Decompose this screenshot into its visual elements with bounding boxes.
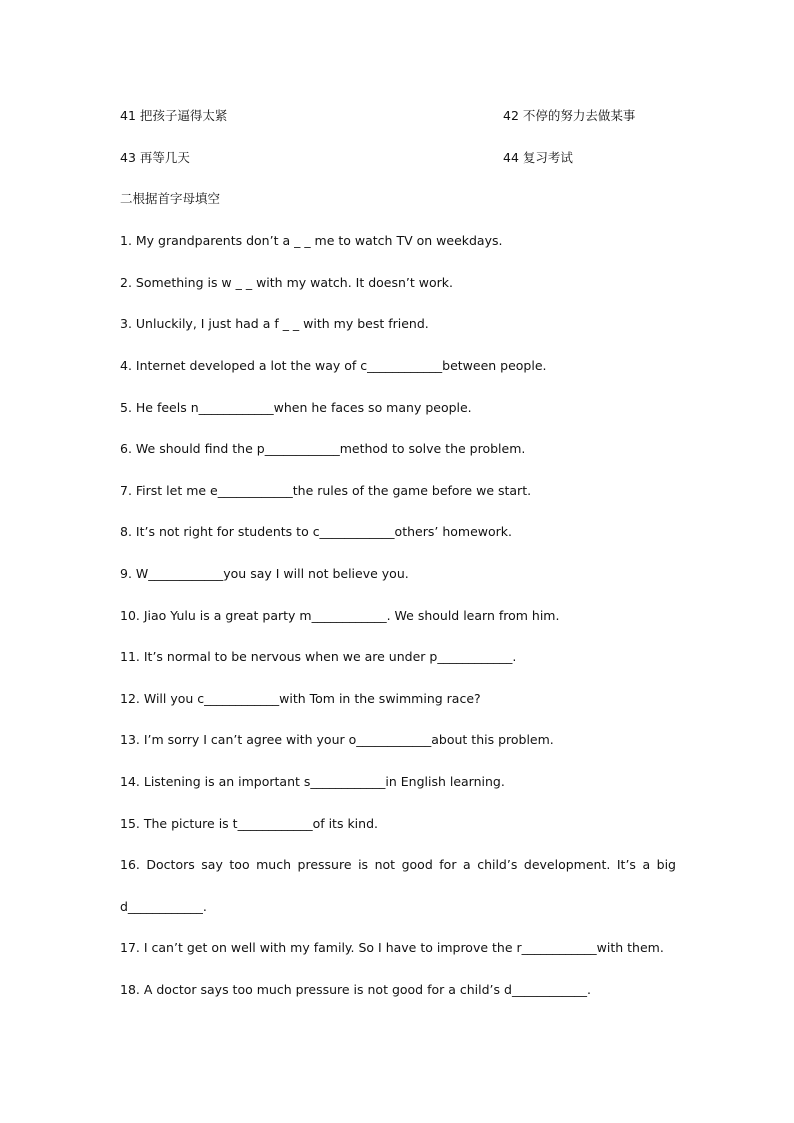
question-16-continued: d____________. <box>120 899 207 914</box>
question-13: 13. I’m sorry I can’t agree with your o____________about this problem. <box>120 732 554 747</box>
question-15: 15. The picture is t____________of its kind. <box>120 816 378 831</box>
question-3: 3. Unluckily, I just had a f _ _ with my best friend. <box>120 316 429 331</box>
section-title: 二根据首字母填空 <box>120 191 221 206</box>
question-1: 1. My grandparents don’t a _ _ me to watch TV on weekdays. <box>120 233 503 248</box>
phrase-43: 43 再等几天 <box>120 150 190 165</box>
question-9: 9. W____________you say I will not believe you. <box>120 566 409 581</box>
question-12: 12. Will you c____________with Tom in the swimming race? <box>120 691 481 706</box>
question-14: 14. Listening is an important s____________in English learning. <box>120 774 505 789</box>
question-10: 10. Jiao Yulu is a great party m____________. We should learn from him. <box>120 608 560 623</box>
question-17: 17. I can’t get on well with my family. So I have to improve the r____________with them. <box>120 940 664 955</box>
question-18: 18. A doctor says too much pressure is not good for a child’s d____________. <box>120 982 591 997</box>
question-2: 2. Something is w _ _ with my watch. It doesn’t work. <box>120 275 453 290</box>
question-4: 4. Internet developed a lot the way of c____________between people. <box>120 358 547 373</box>
question-7: 7. First let me e____________the rules of the game before we start. <box>120 483 532 498</box>
question-5: 5. He feels n____________when he faces so many people. <box>120 400 472 415</box>
question-11: 11. It’s normal to be nervous when we are under p____________. <box>120 649 517 664</box>
phrase-41: 41 把孩子逼得太紧 <box>120 108 228 123</box>
question-8: 8. It’s not right for students to c____________others’ homework. <box>120 524 512 539</box>
phrase-44: 44 复习考试 <box>503 150 573 165</box>
question-16: 16. Doctors say too much pressure is not good for a child’s development. It’s a big <box>120 857 676 872</box>
question-6: 6. We should find the p____________method to solve the problem. <box>120 441 526 456</box>
phrase-42: 42 不停的努力去做某事 <box>503 108 636 123</box>
